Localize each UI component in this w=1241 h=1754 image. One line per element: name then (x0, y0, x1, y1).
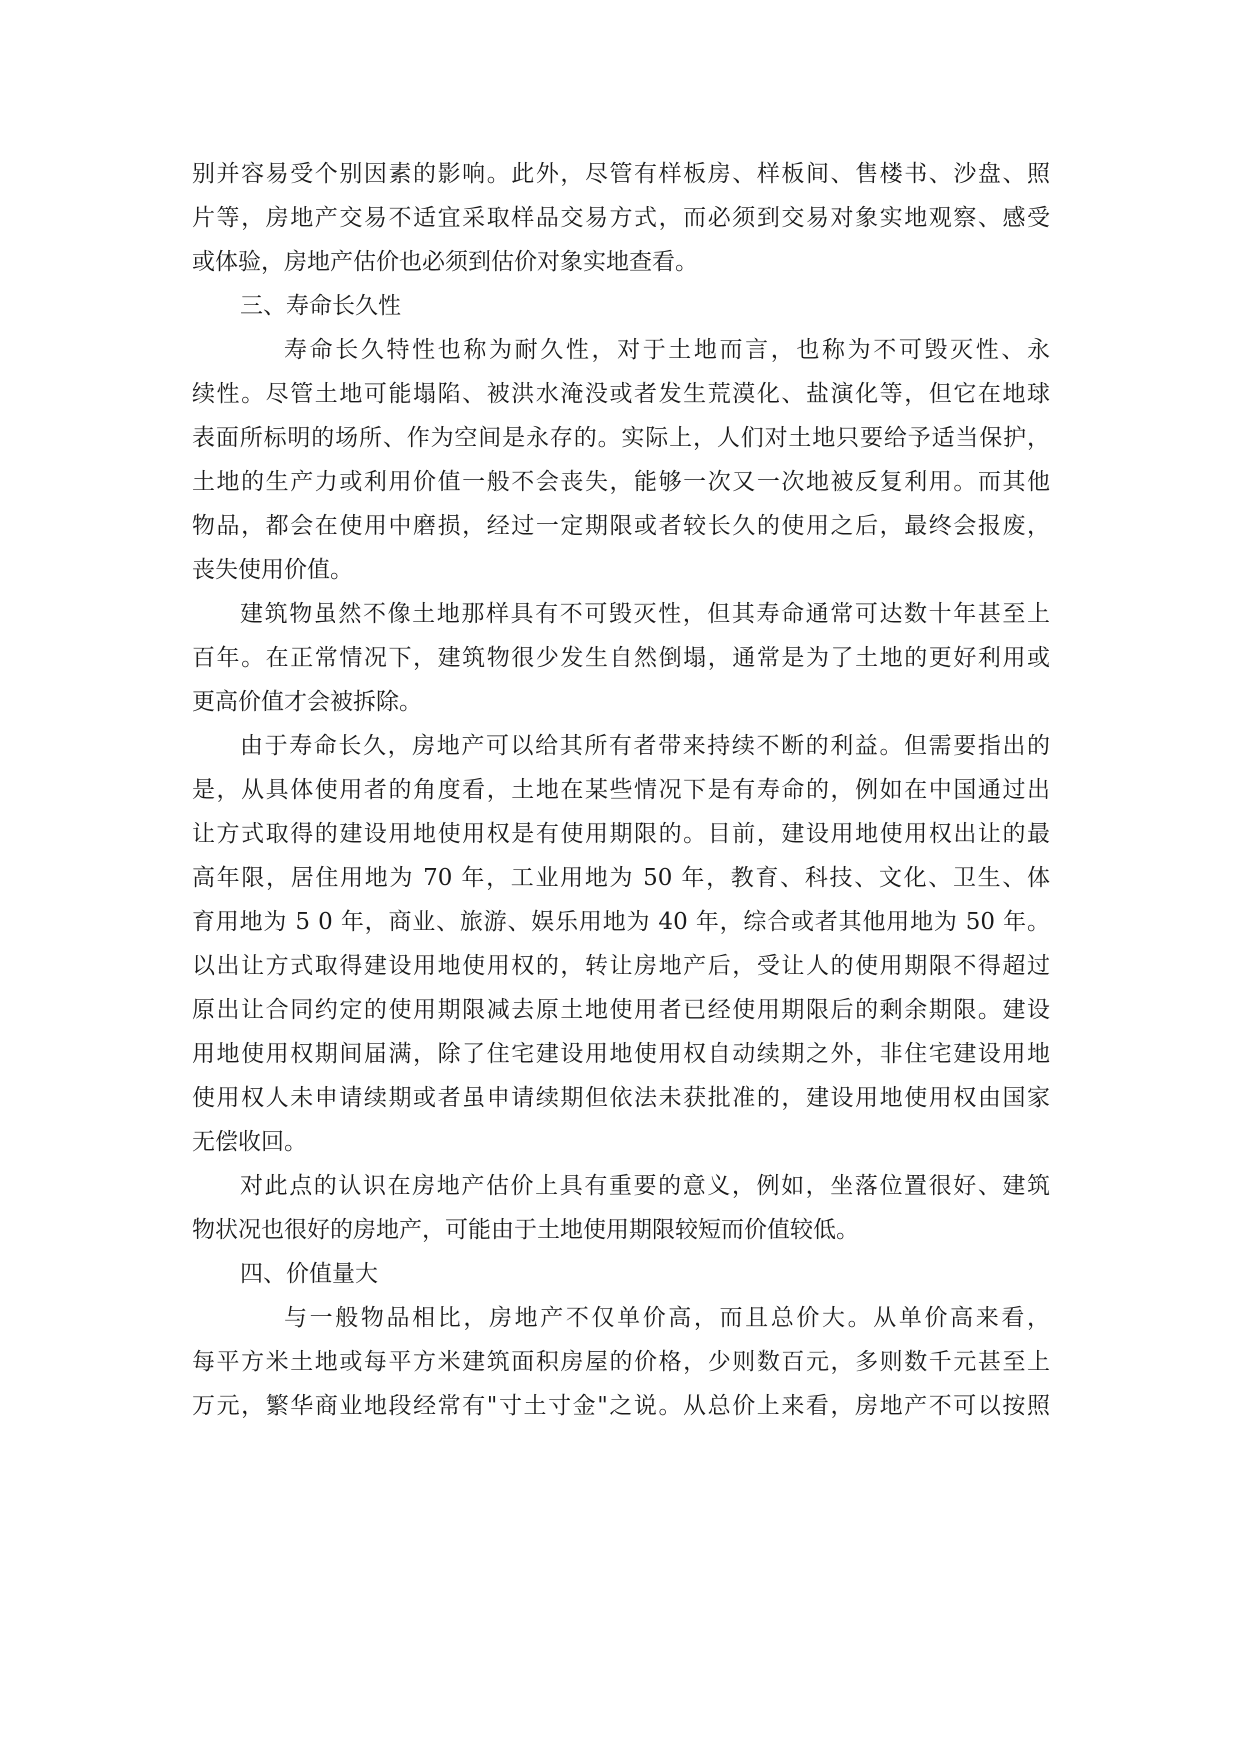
body-text-line: 或体验，房地产估价也必须到估价对象实地查看。 (192, 249, 698, 275)
body-text-line: 每平方米土地或每平方米建筑面积房屋的价格，少则数百元，多则数千元甚至上 (192, 1349, 1050, 1375)
body-text-line: 物状况也很好的房地产，可能由于土地使用期限较短而价值较低。 (192, 1217, 859, 1243)
body-text-line: 对此点的认识在房地产估价上具有重要的意义，例如，坐落位置很好、建筑 (240, 1173, 1050, 1199)
body-text-line: 表面所标明的场所、作为空间是永存的。实际上，人们对土地只要给予适当保护， (192, 425, 1050, 451)
section-heading-3: 三、寿命长久性 (240, 293, 401, 319)
body-text-line: 用地使用权期间届满，除了住宅建设用地使用权自动续期之外，非住宅建设用地 (192, 1041, 1050, 1067)
body-text-line: 片等，房地产交易不适宜采取样品交易方式，而必须到交易对象实地观察、感受 (192, 205, 1050, 231)
body-text-line: 丧失使用价值。 (192, 557, 353, 583)
body-text-line: 别并容易受个别因素的影响。此外，尽管有样板房、样板间、售楼书、沙盘、照 (192, 161, 1050, 187)
body-text-line: 更高价值才会被拆除。 (192, 689, 422, 715)
section-heading-4: 四、价值量大 (240, 1261, 378, 1287)
body-text-line: 高年限，居住用地为 70 年，工业用地为 50 年，教育、科技、文化、卫生、体 (192, 865, 1050, 891)
body-text-line: 以出让方式取得建设用地使用权的，转让房地产后，受让人的使用期限不得超过 (192, 953, 1050, 979)
body-text-line: 百年。在正常情况下，建筑物很少发生自然倒塌，通常是为了土地的更好利用或 (192, 645, 1050, 671)
body-text-line: 使用权人未申请续期或者虽申请续期但依法未获批准的，建设用地使用权由国家 (192, 1085, 1050, 1111)
body-text-line: 育用地为 5 0 年，商业、旅游、娱乐用地为 40 年，综合或者其他用地为 50 年。 (192, 909, 1050, 935)
body-text-line: 建筑物虽然不像土地那样具有不可毁灭性，但其寿命通常可达数十年甚至上 (240, 601, 1050, 627)
body-text-line: 无偿收回。 (192, 1129, 307, 1155)
body-text-line: 是，从具体使用者的角度看，土地在某些情况下是有寿命的，例如在中国通过出 (192, 777, 1050, 803)
body-text-line: 续性。尽管土地可能塌陷、被洪水淹没或者发生荒漠化、盐演化等，但它在地球 (192, 381, 1050, 407)
body-text-line: 由于寿命长久，房地产可以给其所有者带来持续不断的利益。但需要指出的 (240, 733, 1050, 759)
body-text-line: 寿命长久特性也称为耐久性，对于土地而言，也称为不可毁灭性、永 (284, 337, 1050, 363)
body-text-line: 与一般物品相比，房地产不仅单价高，而且总价大。从单价高来看， (284, 1305, 1050, 1331)
body-text-line: 物品，都会在使用中磨损，经过一定期限或者较长久的使用之后，最终会报废， (192, 513, 1050, 539)
body-text-line: 土地的生产力或利用价值一般不会丧失，能够一次又一次地被反复利用。而其他 (192, 469, 1050, 495)
body-text-line: 让方式取得的建设用地使用权是有使用期限的。目前，建设用地使用权出让的最 (192, 821, 1050, 847)
body-text-line: 原出让合同约定的使用期限减去原土地使用者已经使用期限后的剩余期限。建设 (192, 997, 1050, 1023)
body-text-line: 万元，繁华商业地段经常有"寸土寸金"之说。从总价上来看，房地产不可以按照 (192, 1393, 1050, 1419)
